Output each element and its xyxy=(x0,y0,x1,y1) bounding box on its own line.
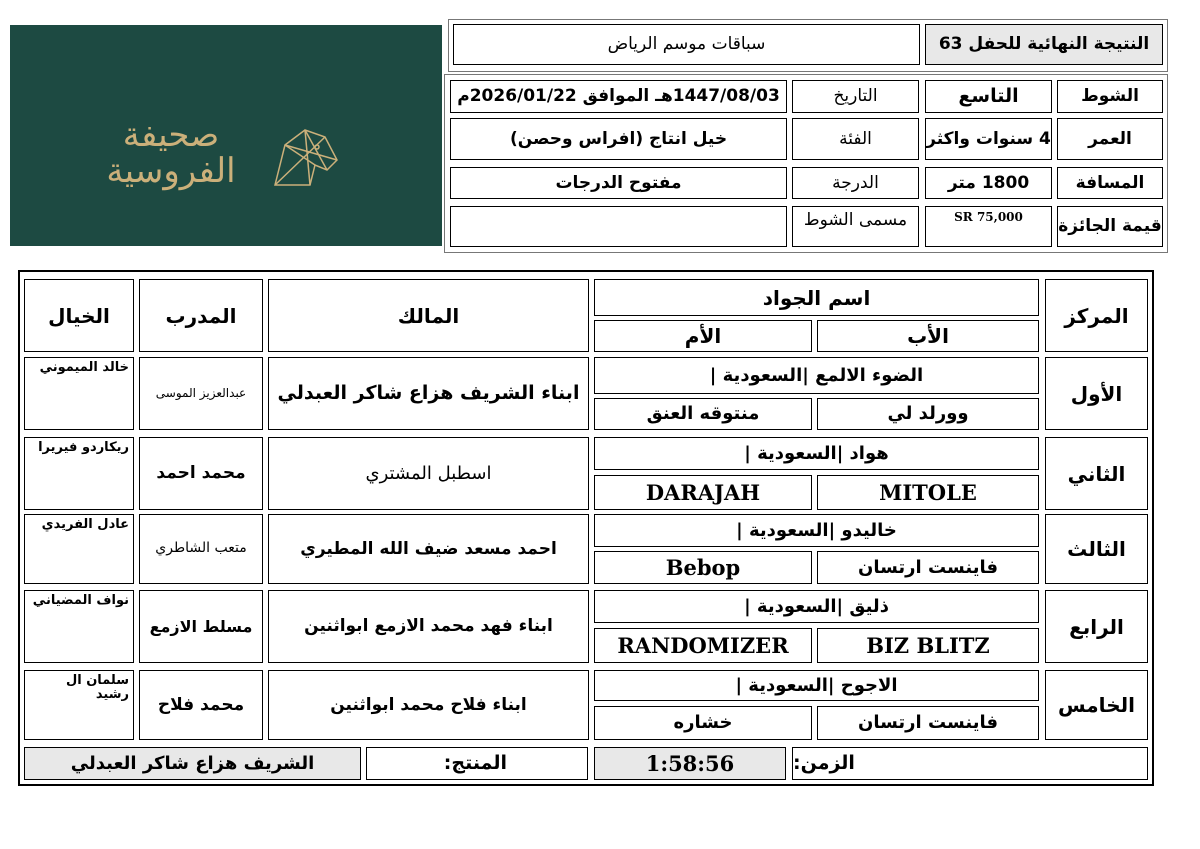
row-5-dam: خشاره xyxy=(594,706,812,740)
row-1-owner: ابناء الشريف هزاع شاكر العبدلي xyxy=(268,357,589,430)
horse-head-icon xyxy=(265,125,343,195)
date-label: التاريخ xyxy=(792,80,919,113)
time-label: الزمن: xyxy=(792,747,1148,780)
row-3-jockey: عادل الفريدي xyxy=(24,514,134,584)
prize-value: SR 75,000 xyxy=(925,206,1052,247)
header-trainer: المدرب xyxy=(139,279,263,352)
logo-panel xyxy=(10,25,442,246)
row-2-jockey: ريكاردو فيريرا xyxy=(24,437,134,510)
row-2-trainer: محمد احمد xyxy=(139,437,263,510)
row-5-sire: فاينست ارتسان xyxy=(817,706,1039,740)
row-4-position: الرابع xyxy=(1045,590,1148,663)
row-2-position: الثاني xyxy=(1045,437,1148,510)
distance-label: المسافة xyxy=(1057,167,1163,199)
row-3-position: الثالث xyxy=(1045,514,1148,584)
header-owner: المالك xyxy=(268,279,589,352)
row-5-trainer: محمد فلاح xyxy=(139,670,263,740)
prize-label: قيمة الجائزة xyxy=(1057,206,1163,247)
class-label: الدرجة xyxy=(792,167,919,199)
row-1-jockey: خالد الميموني xyxy=(24,357,134,430)
header-horse: اسم الجواد xyxy=(594,279,1039,316)
race-name-label: مسمى الشوط xyxy=(792,206,919,247)
date-value: 1447/08/03هـ الموافق 2026/01/22م xyxy=(450,80,787,113)
row-3-owner: احمد مسعد ضيف الله المطيري xyxy=(268,514,589,584)
row-2-sire: MITOLE xyxy=(817,475,1039,510)
class-value: مفتوح الدرجات xyxy=(450,167,787,199)
row-1-sire: وورلد لي xyxy=(817,398,1039,430)
meeting-title: النتيجة النهائية للحفل 63 xyxy=(925,24,1163,65)
header-dam: الأم xyxy=(594,320,812,352)
season-title: سباقات موسم الرياض xyxy=(453,24,920,65)
row-4-jockey: نواف المضياني xyxy=(24,590,134,663)
row-5-owner: ابناء فلاح محمد ابواثنين xyxy=(268,670,589,740)
row-5-position: الخامس xyxy=(1045,670,1148,740)
row-4-dam: RANDOMIZER xyxy=(594,628,812,663)
row-2-dam: DARAJAH xyxy=(594,475,812,510)
breeder-value: الشريف هزاع شاكر العبدلي xyxy=(24,747,361,780)
distance-value: 1800 متر xyxy=(925,167,1052,199)
row-3-sire: فاينست ارتسان xyxy=(817,551,1039,584)
row-1-dam: منتوقه العنق xyxy=(594,398,812,430)
row-5-jockey: سلمان ال رشيد xyxy=(24,670,134,740)
round-label: الشوط xyxy=(1057,80,1163,113)
row-5-horse: الاجوح |السعودية | xyxy=(594,670,1039,701)
row-4-owner: ابناء فهد محمد الازمع ابواثنين xyxy=(268,590,589,663)
category-label: الفئة xyxy=(792,118,919,160)
row-3-horse: خاليدو |السعودية | xyxy=(594,514,1039,547)
time-value: 1:58:56 xyxy=(594,747,786,780)
age-label: العمر xyxy=(1057,118,1163,160)
row-1-horse: الضوء الالمع |السعودية | xyxy=(594,357,1039,394)
breeder-label: المنتج: xyxy=(366,747,588,780)
row-4-sire: BIZ BLITZ xyxy=(817,628,1039,663)
header-sire: الأب xyxy=(817,320,1039,352)
age-value: 4 سنوات واكثر xyxy=(925,118,1052,160)
header-jockey: الخيال xyxy=(24,279,134,352)
round-value: التاسع xyxy=(925,80,1052,113)
logo-line-2: الفروسية xyxy=(106,151,236,191)
row-1-trainer: عبدالعزيز الموسى xyxy=(139,357,263,430)
row-4-horse: ذليق |السعودية | xyxy=(594,590,1039,623)
row-4-trainer: مسلط الازمع xyxy=(139,590,263,663)
logo-line-1: صحيفة xyxy=(122,115,220,155)
race-name-value xyxy=(450,206,787,247)
row-2-horse: هواد |السعودية | xyxy=(594,437,1039,470)
row-3-trainer: متعب الشاطري xyxy=(139,514,263,584)
row-1-position: الأول xyxy=(1045,357,1148,430)
row-2-owner: اسطبل المشتري xyxy=(268,437,589,510)
row-3-dam: Bebop xyxy=(594,551,812,584)
category-value: خيل انتاج (افراس وحصن) xyxy=(450,118,787,160)
logo-wordmark xyxy=(96,117,246,189)
header-position: المركز xyxy=(1045,279,1148,352)
